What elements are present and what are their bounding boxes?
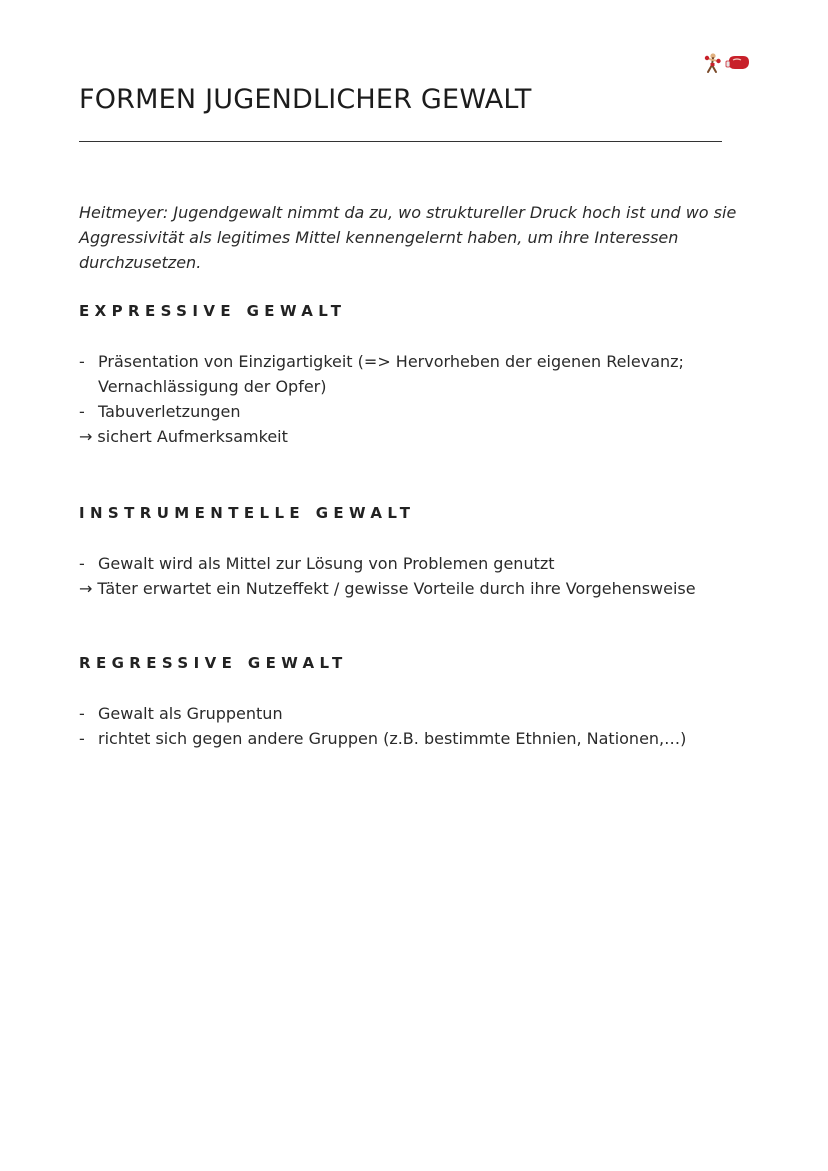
title-divider	[79, 141, 722, 142]
section-heading-regressive: REGRESSIVE GEWALT	[79, 654, 348, 672]
section-list-expressive	[79, 349, 769, 449]
arrow-icon: →	[79, 427, 93, 446]
conclusion-item	[79, 576, 769, 601]
boxing-glove-icon	[703, 52, 751, 76]
conclusion-text: sichert Aufmerksamkeit	[97, 427, 288, 446]
arrow-icon: →	[79, 579, 93, 598]
section-heading-expressive: EXPRESSIVE GEWALT	[79, 302, 347, 320]
list-item: - Präsentation von Einzigartigkeit (=> Hervorheben der eigenen Relevanz; Vernachlässigung der Opfer)	[79, 349, 769, 399]
list-item: - Gewalt wird als Mittel zur Lösung von Problemen genutzt	[79, 551, 769, 576]
section-list-regressive	[79, 701, 769, 751]
list-item: - Tabuverletzungen	[79, 399, 769, 424]
conclusion-item	[79, 424, 769, 449]
section-list-instrumental	[79, 551, 769, 601]
intro-paragraph: Heitmeyer: Jugendgewalt nimmt da zu, wo struktureller Druck hoch ist und wo sie Aggressivität als legitimes Mittel kennengelernt haben, um ihre Interessen durchzusetzen.	[79, 203, 737, 272]
decorative-icons	[703, 52, 751, 76]
list-item: - Gewalt als Gruppentun	[79, 701, 769, 726]
section-heading-instrumental: INSTRUMENTELLE GEWALT	[79, 504, 416, 522]
list-item: - richtet sich gegen andere Gruppen (z.B. bestimmte Ethnien, Nationen,…)	[79, 726, 769, 751]
conclusion-text: Täter erwartet ein Nutzeffekt / gewisse Vorteile durch ihre Vorgehensweise	[97, 579, 696, 598]
page-title: FORMEN JUGENDLICHER GEWALT	[79, 84, 532, 115]
